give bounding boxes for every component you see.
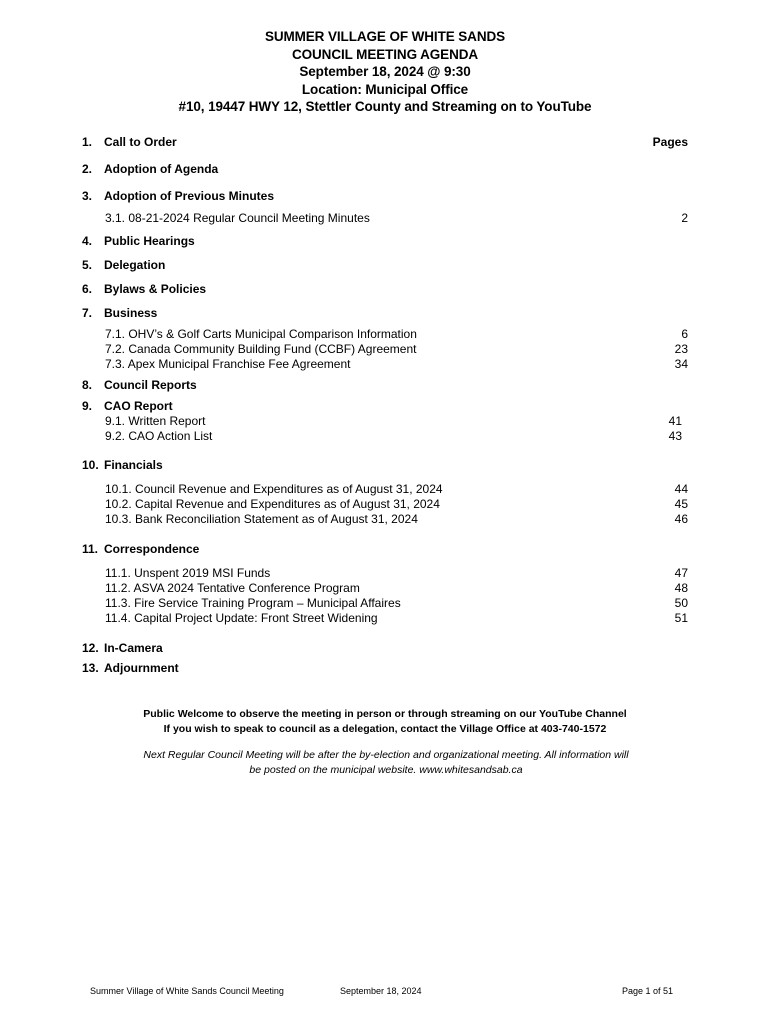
item-number: 2. [82, 162, 93, 176]
sub-item-label: 11.3. Fire Service Training Program – Municipal Affaires [105, 596, 401, 610]
agenda-item-in-camera [82, 641, 688, 656]
sub-item [105, 482, 688, 497]
sub-item-page: 50 [674, 596, 688, 610]
next-meeting-line2: be posted on the municipal website. www.whitesandsab.ca [249, 763, 523, 776]
sub-item-page: 48 [674, 581, 688, 595]
item-number: 7. [82, 306, 93, 320]
agenda-item-call-to-order [82, 135, 688, 150]
agenda-item-previous-minutes [82, 189, 688, 204]
sub-item-page: 46 [674, 512, 688, 526]
sub-item-label: 7.1. OHV’s & Golf Carts Municipal Comparison Information [105, 327, 417, 341]
sub-item-label: 9.2. CAO Action List [105, 429, 213, 443]
sub-item-label: 7.2. Canada Community Building Fund (CCBF) Agreement [105, 342, 417, 356]
sub-item-page: 43 [668, 429, 682, 443]
sub-item [105, 327, 688, 342]
meeting-address: #10, 19447 HWY 12, Stettler County and Streaming on to YouTube [178, 99, 592, 114]
item-label: Public Hearings [104, 234, 195, 248]
sub-item-page: 23 [674, 342, 688, 356]
item-label: Adoption of Agenda [104, 162, 219, 176]
sub-item [105, 566, 688, 581]
item-number: 8. [82, 378, 93, 392]
meeting-location: Location: Municipal Office [301, 81, 469, 97]
delegation-contact-text: If you wish to speak to council as a delegation, contact the Village Office at 403-740-1572 [163, 722, 607, 735]
sub-item-page: 34 [674, 357, 688, 371]
sub-item [105, 414, 688, 429]
item-label: Correspondence [104, 542, 200, 556]
sub-item [105, 497, 688, 512]
item-label: Call to Order [104, 135, 177, 149]
agenda-item-adoption-of-agenda [82, 162, 688, 177]
item-label: CAO Report [104, 399, 173, 413]
sub-item-label: 7.3. Apex Municipal Franchise Fee Agreement [105, 357, 351, 371]
agenda-title: COUNCIL MEETING AGENDA [291, 46, 479, 62]
agenda-item-council-reports [82, 378, 688, 393]
item-number: 6. [82, 282, 93, 296]
agenda-item-cao-report [82, 399, 688, 414]
sub-item [105, 596, 688, 611]
footer-page-number: Page 1 of 51 [622, 986, 674, 996]
agenda-item-correspondence [82, 542, 688, 557]
item-number: 4. [82, 234, 93, 248]
sub-item-page: 45 [674, 497, 688, 511]
village-title: SUMMER VILLAGE OF WHITE SANDS [264, 29, 506, 44]
sub-item-page: 44 [674, 482, 688, 496]
item-number: 9. [82, 399, 93, 413]
sub-item-label: 3.1. 08-21-2024 Regular Council Meeting Minutes [105, 211, 370, 225]
sub-item-label: 9.1. Written Report [105, 414, 206, 428]
sub-item-page: 41 [668, 414, 682, 428]
footer-meeting-name: Summer Village of White Sands Council Meeting [90, 986, 284, 996]
item-number: 1. [82, 135, 93, 149]
sub-item-page: 2 [681, 211, 688, 225]
item-number: 3. [82, 189, 93, 203]
item-label: Council Reports [104, 378, 197, 392]
agenda-item-delegation [82, 258, 688, 273]
item-label: In-Camera [104, 641, 163, 655]
sub-item [105, 342, 688, 357]
sub-item-page: 6 [681, 327, 688, 341]
next-meeting-line1: Next Regular Council Meeting will be after the by-election and organizational meeting. All information will [143, 749, 629, 761]
sub-item-label: 10.2. Capital Revenue and Expenditures as of August 31, 2024 [105, 497, 440, 511]
item-number: 10. [82, 458, 99, 472]
public-notice [0, 707, 770, 736]
footer-date: September 18, 2024 [340, 986, 422, 996]
item-label: Business [104, 306, 158, 320]
item-number: 11. [82, 542, 99, 556]
agenda-item-adjournment [82, 661, 688, 676]
sub-item-label: 10.1. Council Revenue and Expenditures as of August 31, 2024 [105, 482, 443, 496]
sub-item [105, 357, 688, 372]
agenda-item-public-hearings [82, 234, 688, 249]
item-number: 13. [82, 661, 99, 675]
item-label: Financials [104, 458, 163, 472]
agenda-header [0, 28, 770, 116]
agenda-item-bylaws-policies [82, 282, 688, 297]
sub-item-label: 11.1. Unspent 2019 MSI Funds [105, 566, 271, 580]
item-number: 12. [82, 641, 99, 655]
sub-item [105, 581, 688, 596]
sub-item-page: 47 [674, 566, 688, 580]
next-meeting-note [80, 748, 692, 777]
agenda-item-financials [82, 458, 688, 473]
pages-column-heading: Pages [652, 135, 688, 149]
item-label: Delegation [104, 258, 166, 272]
item-label: Bylaws & Policies [104, 282, 207, 296]
meeting-date: September 18, 2024 @ 9:30 [299, 64, 471, 79]
sub-item-label: 11.2. ASVA 2024 Tentative Conference Program [105, 581, 360, 595]
item-label: Adoption of Previous Minutes [104, 189, 274, 203]
agenda-item-business [82, 306, 688, 321]
item-label: Adjournment [104, 661, 179, 675]
sub-item-label: 10.3. Bank Reconciliation Statement as of August 31, 2024 [105, 512, 418, 526]
sub-item [105, 211, 688, 226]
sub-item [105, 512, 688, 527]
item-number: 5. [82, 258, 93, 272]
sub-item-label: 11.4. Capital Project Update: Front Street Widening [105, 611, 378, 625]
sub-item [105, 429, 688, 444]
public-welcome-text: Public Welcome to observe the meeting in person or through streaming on our YouTube Channel [143, 708, 627, 720]
sub-item-page: 51 [674, 611, 688, 625]
sub-item [105, 611, 688, 626]
